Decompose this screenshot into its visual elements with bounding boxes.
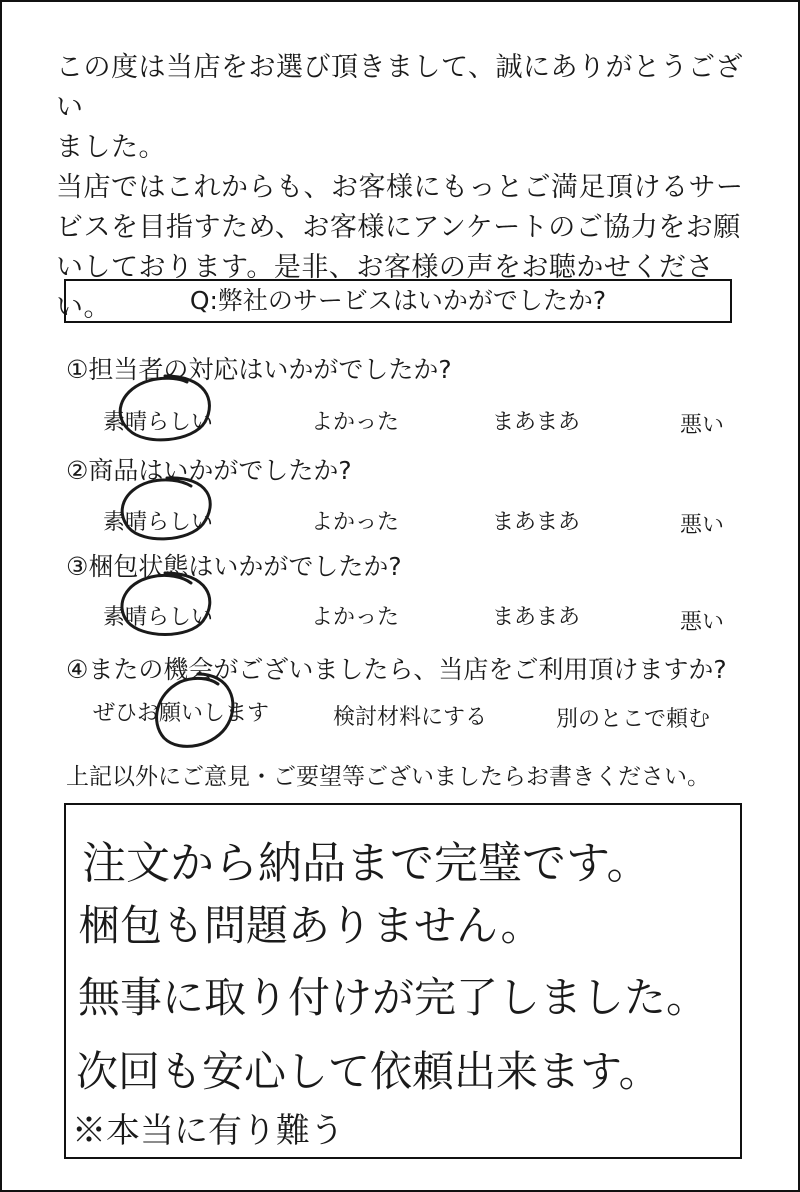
survey-header: Q:弊社のサービスはいかがでしたか? (64, 279, 732, 323)
q3-option-excellent[interactable]: 素晴らしい (103, 605, 214, 630)
q4-option-elsewhere[interactable]: 別のとこで頼む (556, 707, 711, 732)
intro-line: いしております。是非、お客様の声をお聴かせください。 (56, 252, 714, 323)
q2-option-bad[interactable]: 悪い (680, 513, 725, 538)
handwritten-line-1: 注文から納品まで完璧です。 (82, 838, 651, 889)
q1-option-fair[interactable]: まあまあ (492, 410, 581, 435)
q1-option-good[interactable]: よかった (311, 410, 400, 435)
question-4: ④またの機会がございましたら、当店をご利用頂けますか? (66, 655, 727, 684)
intro-line: この度は当店をお選び頂きまして、誠にありがとうござい (56, 52, 743, 123)
q4-option-consider[interactable]: 検討材料にする (333, 705, 488, 730)
handwritten-line-4: 次回も安心して依頼出来ます。 (76, 1047, 661, 1096)
q4-option-definitely[interactable]: ぜひお願いします (93, 701, 270, 726)
handwritten-line-3: 無事に取り付けが完了しました。 (78, 973, 709, 1022)
q2-option-fair[interactable]: まあまあ (492, 510, 581, 535)
intro-line: 当店ではこれからも、お客様にもっとご満足頂けるサー (56, 172, 744, 203)
question-3: ③梱包状態はいかがでしたか? (66, 552, 402, 581)
q2-option-good[interactable]: よかった (311, 510, 400, 535)
intro-line: ビスを目指すため、お客様にアンケートのご協力をお願 (56, 212, 741, 243)
q3-option-bad[interactable]: 悪い (680, 610, 725, 635)
q3-option-fair[interactable]: まあまあ (492, 605, 581, 630)
question-2: ②商品はいかがでしたか? (66, 456, 352, 485)
q2-option-excellent[interactable]: 素晴らしい (103, 510, 214, 535)
comments-box[interactable] (64, 803, 742, 1159)
q1-option-excellent[interactable]: 素晴らしい (103, 410, 214, 435)
q1-option-bad[interactable]: 悪い (680, 413, 725, 438)
q3-option-good[interactable]: よかった (311, 605, 400, 630)
intro-line: ました。 (56, 132, 166, 163)
comments-heading: 上記以外にご意見・ご要望等ございましたらお書きください。 (66, 764, 710, 790)
handwritten-line-5: ※本当に有り難う (72, 1111, 344, 1151)
question-1: ①担当者の対応はいかがでしたか? (66, 355, 452, 384)
handwritten-line-2: 梱包も問題ありません。 (78, 901, 543, 950)
